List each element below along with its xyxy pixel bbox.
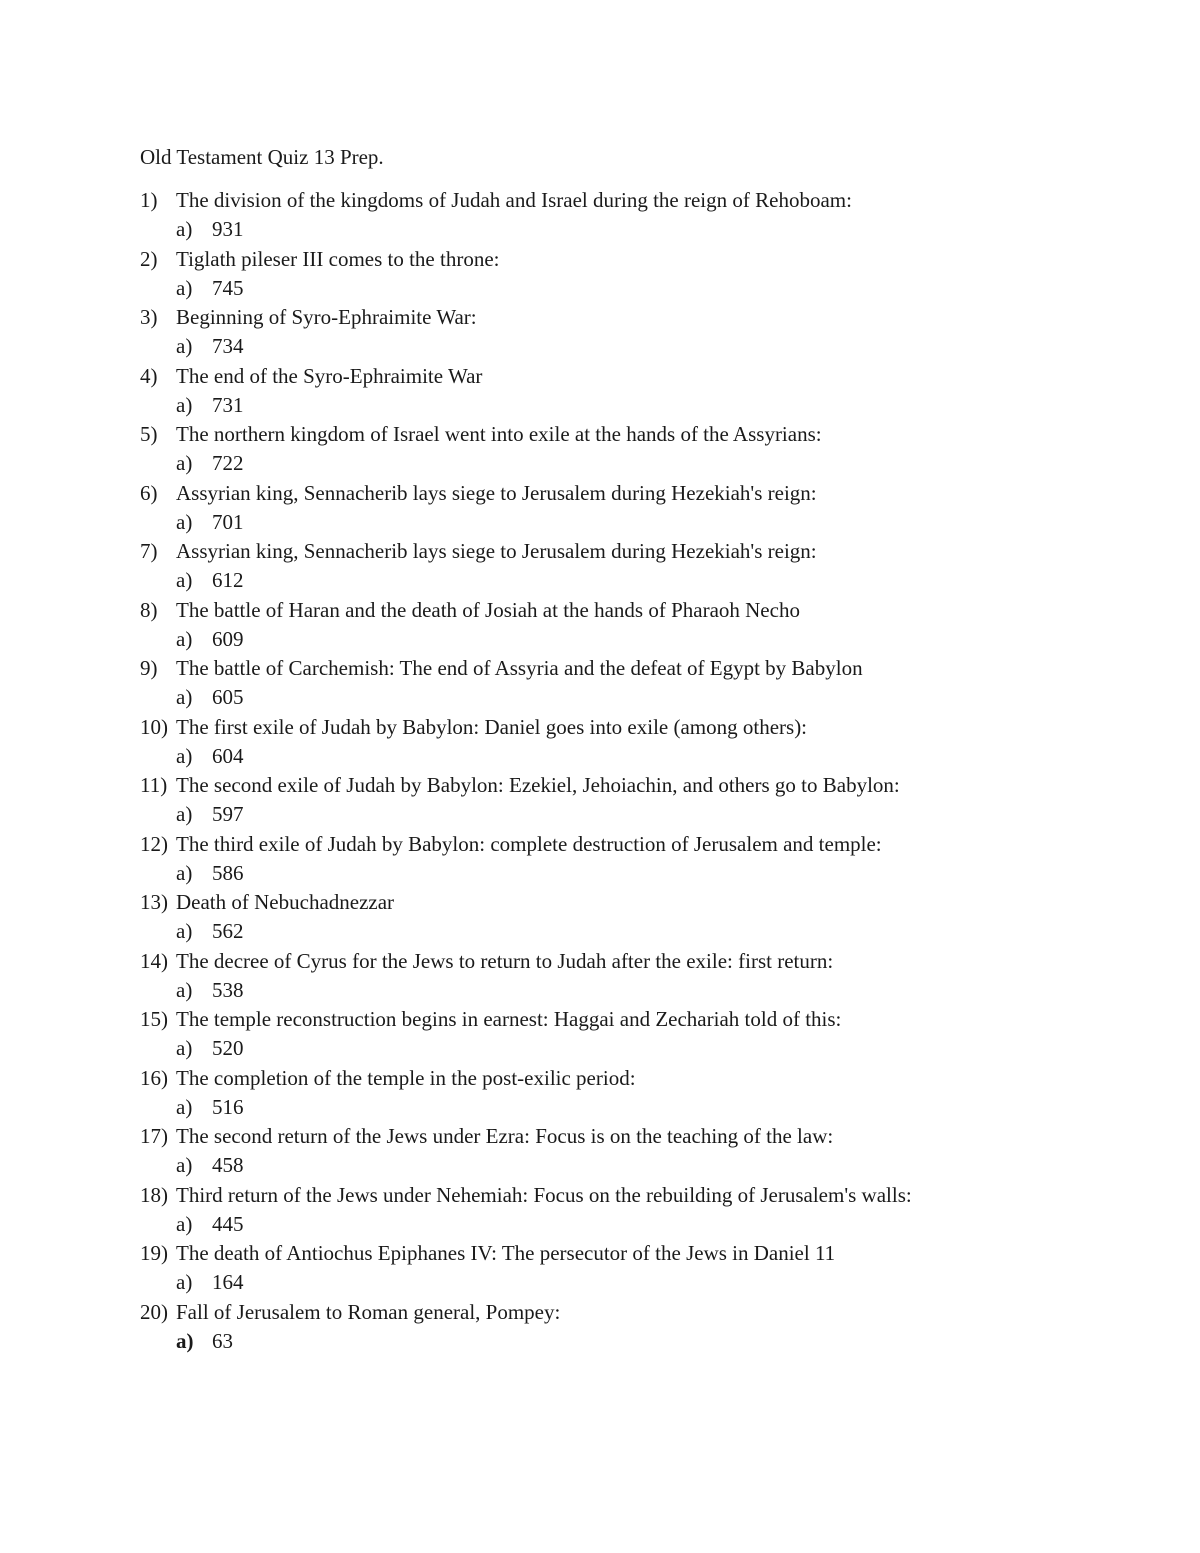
question-number: 17) [140, 1124, 168, 1148]
question-item [140, 362, 1140, 421]
answer-letter: a) [176, 1094, 193, 1119]
answer-year: 516 [212, 1094, 244, 1119]
question-text: Third return of the Jews under Nehemiah: Focus on the rebuilding of Jerusalem's walls: [176, 1182, 912, 1207]
question-text: The completion of the temple in the post-exilic period: [176, 1065, 636, 1090]
question-item [140, 888, 1140, 947]
question-text: The end of the Syro-Ephraimite War [176, 363, 483, 388]
question-text: Beginning of Syro-Ephraimite War: [176, 305, 477, 329]
answer-letter: a) [176, 626, 193, 651]
question-text: Assyrian king, Sennacherib lays siege to Jerusalem during Hezekiah's reign: [176, 480, 817, 505]
answer-year: 745 [212, 275, 244, 300]
question-text: The decree of Cyrus for the Jews to return to Judah after the exile: first return: [176, 948, 834, 973]
answer-year: 63 [212, 1328, 233, 1353]
document-title: Old Testament Quiz 13 Prep. [140, 145, 384, 169]
answer-year: 538 [212, 977, 244, 1002]
question-item [140, 947, 1140, 1006]
question-number: 19) [140, 1241, 168, 1265]
answer-letter: a) [176, 685, 193, 709]
answer-letter: a) [176, 568, 193, 592]
answer-letter: a) [176, 275, 193, 300]
question-item [140, 537, 1140, 596]
question-number: 7) [140, 539, 158, 563]
question-number: 4) [140, 363, 158, 388]
question-item [140, 1064, 1140, 1123]
answer-letter: a) [176, 1036, 193, 1060]
question-item [140, 713, 1140, 772]
question-text: The second return of the Jews under Ezra: Focus is on the teaching of the law: [176, 1124, 834, 1148]
answer-year: 931 [212, 217, 244, 241]
question-number: 13) [140, 890, 168, 914]
question-text: The second exile of Judah by Babylon: Ezekiel, Jehoiachin, and others go to Babylon: [176, 773, 900, 797]
question-number: 14) [140, 948, 168, 973]
question-text: Tiglath pileser III comes to the throne: [176, 246, 500, 271]
answer-letter: a) [176, 392, 193, 417]
question-text: The temple reconstruction begins in earnest: Haggai and Zechariah told of this: [176, 1007, 842, 1031]
question-number: 1) [140, 188, 158, 212]
question-text: The battle of Carchemish: The end of Assyria and the defeat of Egypt by Babylon [176, 656, 863, 680]
answer-year: 609 [212, 626, 244, 651]
answer-letter: a) [176, 802, 193, 826]
question-text: Fall of Jerusalem to Roman general, Pompey: [176, 1299, 561, 1324]
answer-year: 731 [212, 392, 244, 417]
question-number: 16) [140, 1065, 168, 1090]
answer-year: 164 [212, 1270, 244, 1294]
question-number: 18) [140, 1182, 168, 1207]
answer-year: 612 [212, 568, 244, 592]
question-item [140, 1181, 1140, 1240]
answer-letter: a) [176, 509, 193, 534]
answer-year: 701 [212, 509, 244, 534]
question-text: The battle of Haran and the death of Josiah at the hands of Pharaoh Necho [176, 597, 800, 622]
answer-letter: a) [176, 860, 193, 885]
question-item [140, 1239, 1140, 1298]
question-number: 10) [140, 714, 168, 739]
answer-year: 604 [212, 743, 244, 768]
question-item [140, 420, 1140, 479]
answer-year: 734 [212, 334, 244, 358]
question-item [140, 771, 1140, 830]
answer-letter: a) [176, 451, 193, 475]
question-text: The division of the kingdoms of Judah and Israel during the reign of Rehoboam: [176, 188, 852, 212]
answer-year: 597 [212, 802, 244, 826]
question-text: The third exile of Judah by Babylon: complete destruction of Jerusalem and temple: [176, 831, 882, 856]
answer-year: 562 [212, 919, 244, 943]
question-number: 6) [140, 480, 158, 505]
question-text: The death of Antiochus Epiphanes IV: The persecutor of the Jews in Daniel 11 [176, 1241, 836, 1265]
question-item [140, 245, 1140, 304]
answer-letter: a) [176, 743, 193, 768]
answer-letter: a) [176, 1328, 194, 1353]
question-item [140, 186, 1140, 245]
answer-year: 458 [212, 1153, 244, 1177]
question-text: The first exile of Judah by Babylon: Daniel goes into exile (among others): [176, 714, 808, 739]
question-number: 8) [140, 597, 158, 622]
question-item [140, 1005, 1140, 1064]
answer-year: 586 [212, 860, 244, 885]
question-text: The northern kingdom of Israel went into exile at the hands of the Assyrians: [176, 422, 822, 446]
question-item [140, 830, 1140, 889]
answer-letter: a) [176, 334, 193, 358]
question-number: 11) [140, 773, 168, 797]
question-item [140, 479, 1140, 538]
answer-letter: a) [176, 919, 193, 943]
question-item [140, 1298, 1140, 1357]
answer-year: 520 [212, 1036, 244, 1060]
answer-year: 605 [212, 685, 244, 709]
question-number: 2) [140, 246, 158, 271]
question-text: Death of Nebuchadnezzar [176, 890, 395, 914]
question-item [140, 596, 1140, 655]
question-number: 12) [140, 831, 168, 856]
question-list [140, 186, 1140, 1356]
question-item [140, 303, 1140, 362]
question-text: Assyrian king, Sennacherib lays siege to Jerusalem during Hezekiah's reign: [176, 539, 817, 563]
question-number: 5) [140, 422, 158, 446]
question-item [140, 1122, 1140, 1181]
question-number: 3) [140, 305, 158, 329]
answer-letter: a) [176, 217, 193, 241]
answer-letter: a) [176, 1270, 193, 1294]
question-number: 9) [140, 656, 158, 680]
answer-letter: a) [176, 1153, 193, 1177]
answer-year: 722 [212, 451, 244, 475]
question-number: 20) [140, 1299, 168, 1324]
question-item [140, 654, 1140, 713]
answer-letter: a) [176, 977, 193, 1002]
answer-year: 445 [212, 1211, 244, 1236]
answer-letter: a) [176, 1211, 193, 1236]
question-number: 15) [140, 1007, 168, 1031]
